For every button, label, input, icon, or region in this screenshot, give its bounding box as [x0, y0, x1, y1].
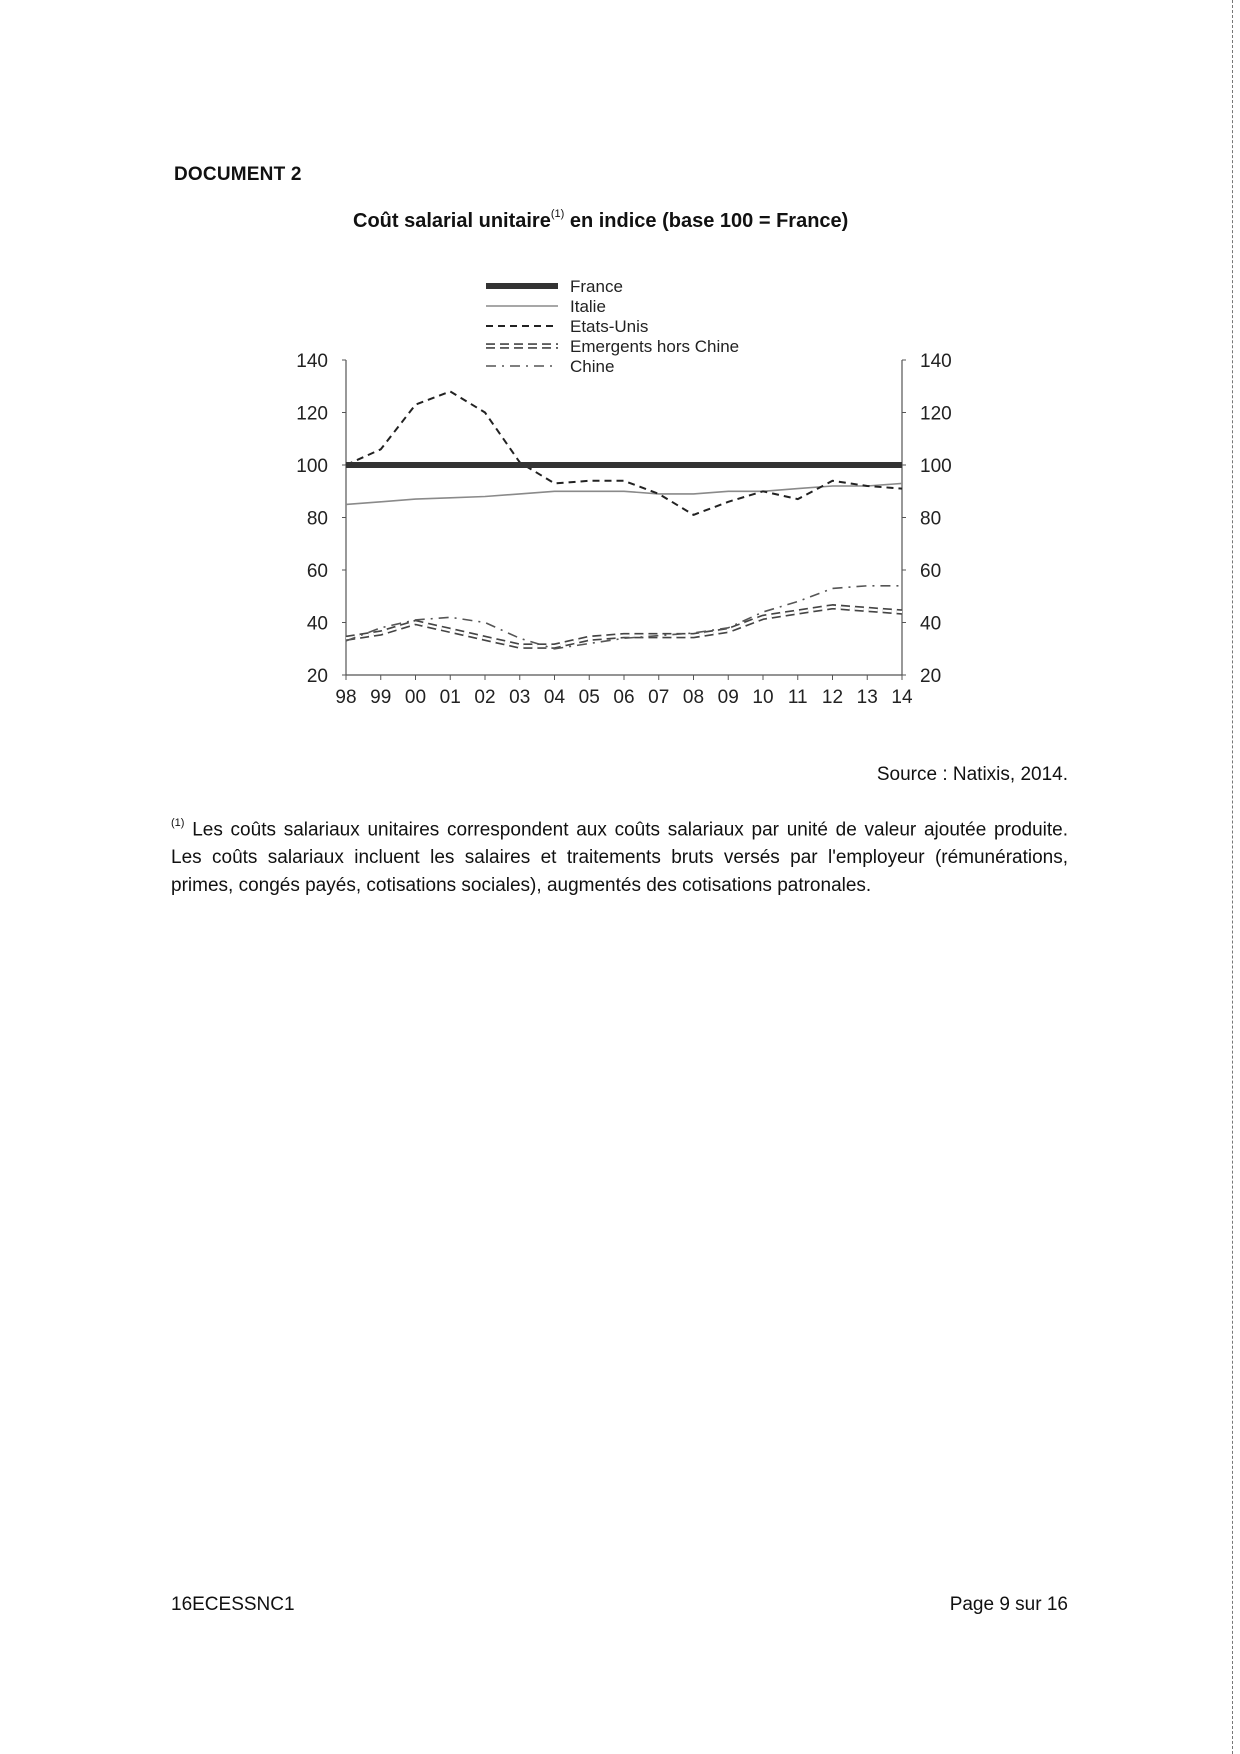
- x-tick-label: 12: [821, 687, 844, 708]
- legend-label-emergents-hors-chine: Emergents hors Chine: [570, 337, 740, 356]
- page-edge-line: [1232, 0, 1233, 1754]
- legend-entry-chine: [486, 357, 614, 376]
- y-tick-label-left: 20: [306, 666, 328, 687]
- x-tick-label: 09: [717, 687, 739, 708]
- footnote: [171, 811, 1068, 900]
- y-tick-label-right: 40: [920, 613, 942, 635]
- chart-title-suffix: en indice (base 100 = France): [564, 210, 849, 232]
- y-tick-label-right: 20: [920, 666, 942, 687]
- x-tick-label: 03: [509, 687, 531, 708]
- x-tick-label: 01: [439, 687, 461, 708]
- legend-label-italie: Italie: [570, 297, 606, 316]
- y-tick-label-right: 120: [920, 403, 952, 425]
- document-code: 16ECESSNC1: [171, 1594, 295, 1615]
- chart-title-footnote-marker: (1): [550, 208, 565, 221]
- series-italie: [346, 483, 902, 504]
- legend-entry-etats-unis: [486, 317, 648, 336]
- x-tick-label: 99: [370, 687, 392, 708]
- series-line-emergents-hors-chine-inner: [346, 607, 902, 646]
- legend-label-chine: Chine: [570, 357, 615, 376]
- y-tick-label-right: 80: [920, 508, 942, 530]
- y-tick-label-left: 60: [306, 561, 328, 582]
- x-tick-label: 10: [752, 687, 774, 708]
- y-tick-label-left: 100: [296, 456, 328, 477]
- series-line-etats-unis: [346, 392, 902, 515]
- x-tick-label: 07: [648, 687, 670, 708]
- x-tick-label: 13: [856, 687, 878, 708]
- x-tick-label: 08: [682, 687, 705, 708]
- x-tick-label: 98: [335, 687, 357, 708]
- x-tick-label: 06: [613, 687, 635, 708]
- series-etats-unis: [346, 392, 902, 515]
- document-label: DOCUMENT 2: [174, 164, 302, 185]
- legend-entry-emergents-hors-chine: [486, 337, 739, 356]
- y-tick-label-left: 120: [296, 403, 328, 425]
- series-line-italie: [346, 483, 902, 504]
- line-chart: [0, 0, 1240, 740]
- y-tick-label-right: 60: [920, 561, 942, 582]
- y-tick-label-left: 80: [306, 508, 328, 530]
- y-tick-label-right: 100: [920, 456, 952, 477]
- y-tick-label-left: 140: [296, 351, 328, 372]
- series-chine: [346, 586, 902, 649]
- x-tick-label: 05: [578, 687, 600, 708]
- chart-title-main: Coût salarial unitaire: [353, 210, 551, 232]
- y-tick-label-right: 140: [920, 351, 952, 372]
- series-line-chine: [346, 586, 902, 649]
- legend-entry-france: [486, 277, 623, 296]
- legend-label-france: France: [570, 277, 623, 296]
- source-note: Source : Natixis, 2014.: [876, 764, 1068, 785]
- page-number: Page 9 sur 16: [949, 1594, 1068, 1615]
- footnote-text: Les coûts salariaux unitaires correspondent aux coûts salariaux par unité de valeur ajoutée produite. Les coûts salariaux incluent les salaires et traitements bruts versés par l'employeur (rémunérations, primes, congés payés, cotisations sociales), augmentés des cotisations patronales.: [171, 819, 1068, 897]
- x-tick-label: 14: [891, 687, 913, 708]
- series-emergents-hors-chine: [346, 607, 902, 646]
- x-tick-label: 02: [474, 687, 496, 708]
- y-tick-label-left: 40: [306, 613, 328, 635]
- x-tick-label: 00: [404, 687, 427, 708]
- x-tick-label: 04: [543, 687, 566, 708]
- footnote-marker: (1): [171, 817, 185, 829]
- x-tick-label: 11: [787, 687, 808, 708]
- legend-entry-italie: [486, 297, 606, 316]
- legend-label-etats-unis: Etats-Unis: [570, 317, 649, 336]
